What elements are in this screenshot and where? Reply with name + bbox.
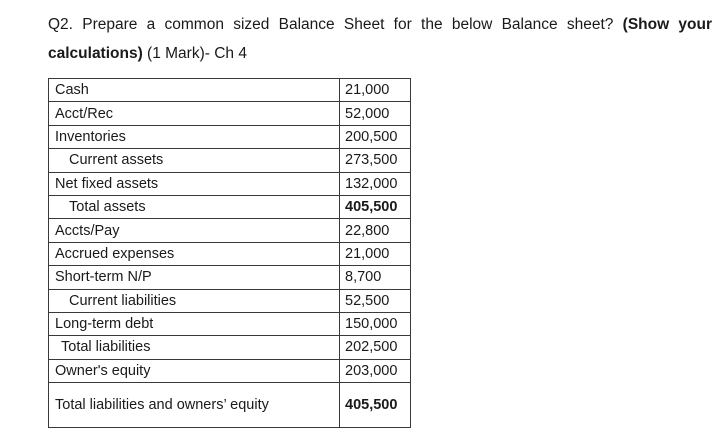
row-label: Short-term N/P xyxy=(49,266,340,289)
table-row xyxy=(49,312,411,335)
balance-sheet-table xyxy=(48,78,411,428)
table-row xyxy=(49,336,411,359)
table-row xyxy=(49,242,411,265)
question-prefix: Q2. Prepare a common sized Balance Sheet for the below Balance sheet? xyxy=(48,16,623,33)
table-row xyxy=(49,359,411,382)
row-label: Long-term debt xyxy=(49,312,340,335)
row-label: Acct/Rec xyxy=(49,102,340,125)
row-value: 21,000 xyxy=(340,79,411,102)
row-value: 273,500 xyxy=(340,149,411,172)
row-label: Total assets xyxy=(49,195,340,218)
row-value: 21,000 xyxy=(340,242,411,265)
table-row xyxy=(49,125,411,148)
table-row xyxy=(49,289,411,312)
row-value: 203,000 xyxy=(340,359,411,382)
row-value: 200,500 xyxy=(340,125,411,148)
question-bold-instruction: (Show your calculations) xyxy=(48,16,712,62)
row-label: Inventories xyxy=(49,125,340,148)
row-label: Cash xyxy=(49,79,340,102)
table-row xyxy=(49,195,411,218)
table-row xyxy=(49,172,411,195)
row-value: 150,000 xyxy=(340,312,411,335)
table-row xyxy=(49,266,411,289)
row-value: 405,500 xyxy=(340,383,411,428)
row-label: Owner's equity xyxy=(49,359,340,382)
row-label: Total liabilities and owners’ equity xyxy=(49,383,340,428)
row-value: 52,000 xyxy=(340,102,411,125)
row-value: 52,500 xyxy=(340,289,411,312)
row-label: Total liabilities xyxy=(49,336,340,359)
question-suffix: (1 Mark)- Ch 4 xyxy=(142,45,247,62)
row-label: Current assets xyxy=(49,149,340,172)
table-row xyxy=(49,102,411,125)
row-value: 132,000 xyxy=(340,172,411,195)
row-label: Net fixed assets xyxy=(49,172,340,195)
table-row xyxy=(49,149,411,172)
table-row xyxy=(49,219,411,242)
row-value: 22,800 xyxy=(340,219,411,242)
table-row xyxy=(49,79,411,102)
row-label: Accts/Pay xyxy=(49,219,340,242)
row-value: 8,700 xyxy=(340,266,411,289)
table-row xyxy=(49,383,411,428)
question-text xyxy=(48,10,712,68)
row-label: Accrued expenses xyxy=(49,242,340,265)
row-value: 202,500 xyxy=(340,336,411,359)
row-value: 405,500 xyxy=(340,195,411,218)
row-label: Current liabilities xyxy=(49,289,340,312)
